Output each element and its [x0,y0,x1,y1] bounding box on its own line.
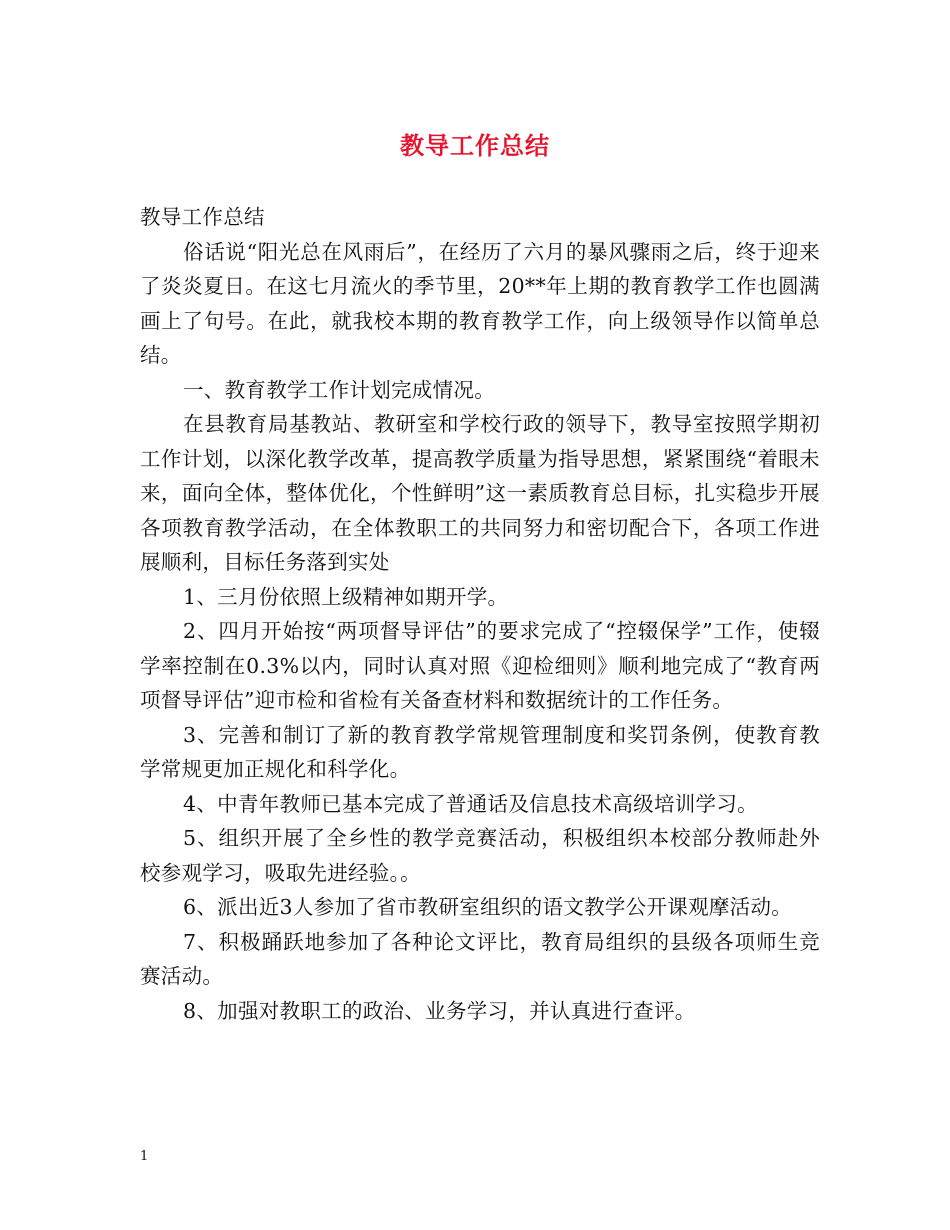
list-item: 4、中青年教师已基本完成了普通话及信息技术高级培训学习。 [183,791,758,816]
document-title: 教导工作总结 [400,131,550,160]
document-body [140,200,820,1028]
list-item: 2、四月开始按“两项督导评估”的要求完成了“控辍保学”工作，使辍学率控制在0.3%以内，同时认真对照《迎检细则》顺利地完成了“教育两项督导评估”迎市检和省检有关备查材料和数据统计的工作任务。 [140,619,820,712]
page-number: 1 [140,1149,149,1164]
paragraph: 一、教育教学工作计划完成情况。 [183,377,495,402]
section-heading: 教导工作总结 [140,205,265,229]
paragraph: 在县教育局基教站、教研室和学校行政的领导下，教导室按照学期初工作计划，以深化教学改革，提高教学质量为指导思想，紧紧围绕“着眼未来，面向全体，整体优化，个性鲜明”这一素质教育总目标，扎实稳步开展各项教育教学活动，在全体教职工的共同努力和密切配合下，各项工作进展顺利，目标任务落到实处 [140,412,820,574]
list-item: 1、三月份依照上级精神如期开学。 [183,584,509,609]
list-item: 6、派出近3人参加了省市教研室组织的语文教学公开课观摩活动。 [183,895,793,919]
list-item: 7、积极踊跃地参加了各种论文评比，教育局组织的县级各项师生竞赛活动。 [140,929,820,988]
list-item: 3、完善和制订了新的教育教学常规管理制度和奖罚条例，使教育教学常规更加正规化和科学化。 [140,722,820,781]
paragraph: 俗话说“阳光总在风雨后”，在经历了六月的暴风骤雨之后，终于迎来了炎炎夏日。在这七月流火的季节里，20**年上期的教育教学工作也圆满画上了句号。在此，就我校本期的教育教学工作，向上级领导作以简单总结。 [140,239,820,367]
list-item: 8、加强对教职工的政治、业务学习，并认真进行查评。 [183,998,696,1023]
list-item: 5、组织开展了全乡性的教学竞赛活动，积极组织本校部分教师赴外校参观学习，吸取先进经验。。 [140,826,820,885]
